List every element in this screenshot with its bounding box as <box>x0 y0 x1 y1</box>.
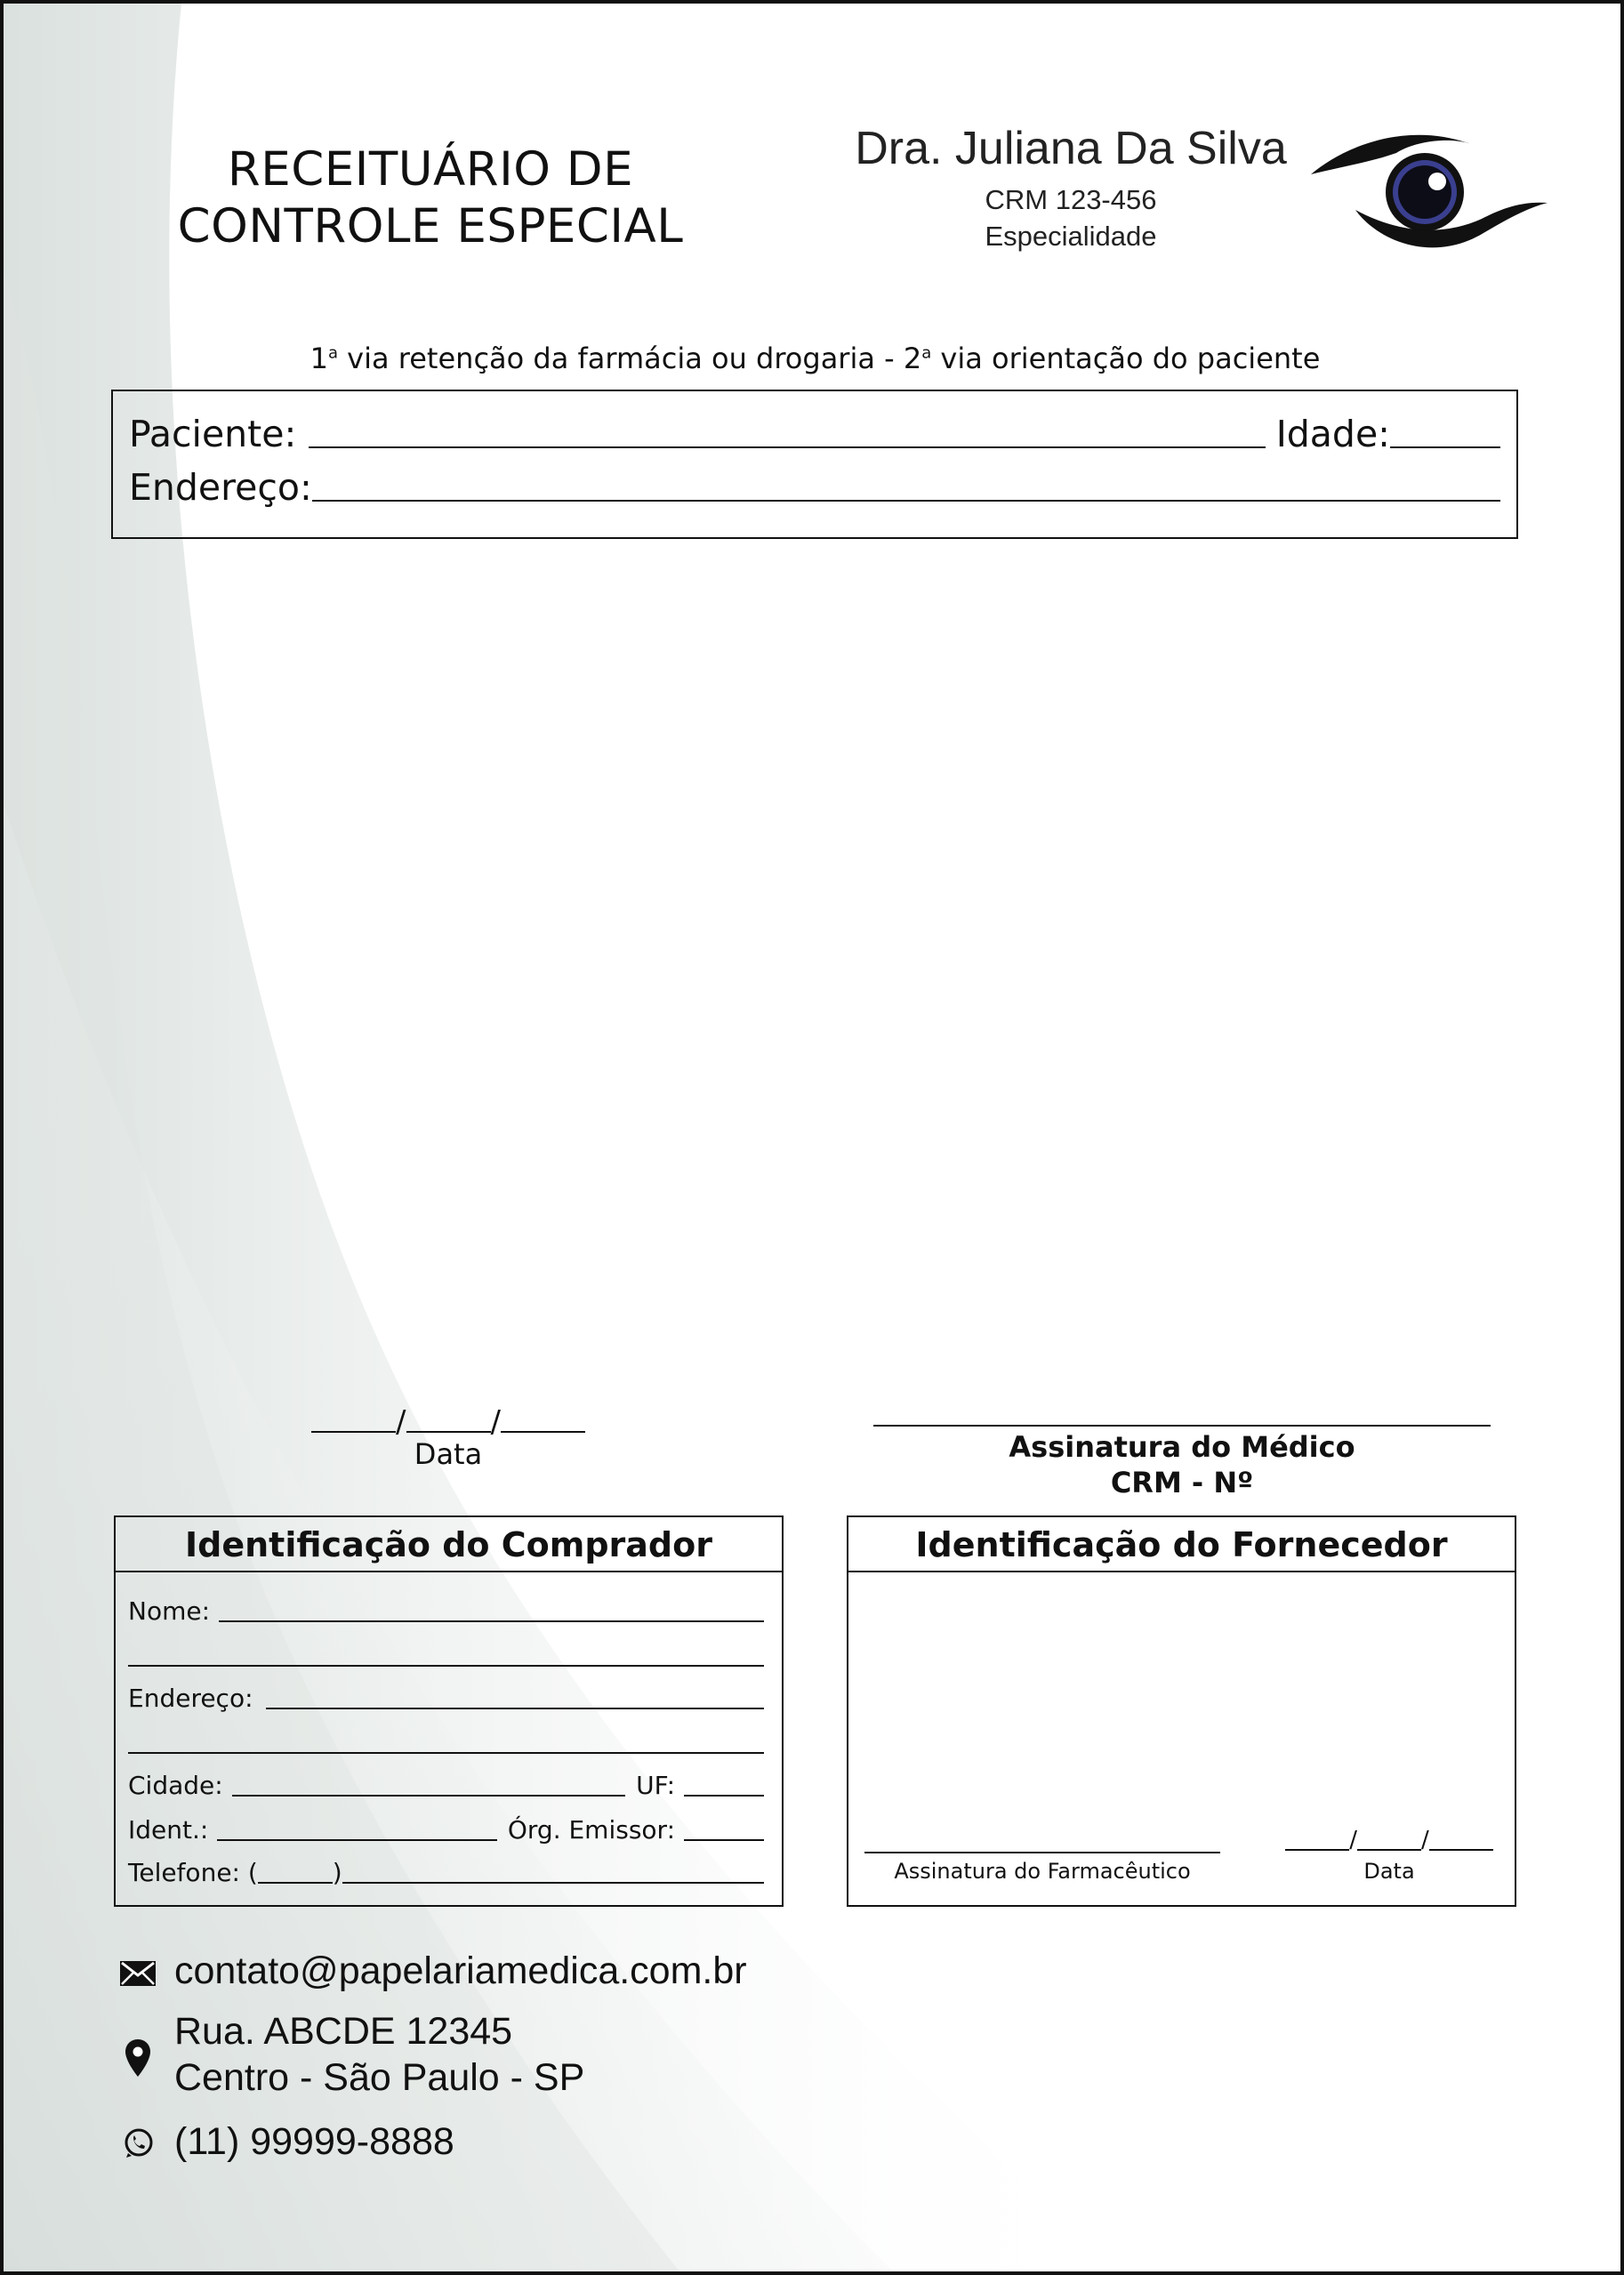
prescription-date-field[interactable] <box>306 1395 591 1440</box>
patient-name-field[interactable] <box>309 446 1265 448</box>
prescription-date-label: Data <box>414 1437 483 1471</box>
age-field[interactable] <box>1390 446 1500 448</box>
date-separator: / <box>1349 1827 1357 1853</box>
doctor-signature-line[interactable] <box>873 1425 1491 1427</box>
date-separator: / <box>490 1404 501 1440</box>
supplier-identification-box <box>847 1515 1516 1907</box>
buyer-name-label: Nome: <box>128 1596 211 1626</box>
buyer-address-row <box>128 1677 764 1713</box>
pharmacist-signature-label: Assinatura do Farmacêutico <box>894 1859 1191 1884</box>
eye-logo-icon <box>1309 128 1549 261</box>
buyer-id-field[interactable] <box>217 1838 497 1841</box>
via-ordinal-2: a <box>921 343 932 363</box>
via-ordinal-1: a <box>327 343 338 363</box>
month-slot[interactable] <box>406 1430 491 1433</box>
address-row <box>129 459 1500 509</box>
via-text-1: via retenção da farmácia ou drogaria - 2 <box>338 342 922 375</box>
form-title <box>128 141 733 255</box>
doctor-crm-label: CRM - Nº <box>1110 1466 1254 1499</box>
buyer-issuer-label: Órg. Emissor: <box>507 1815 675 1845</box>
copy-retention-note <box>110 342 1520 375</box>
address-field[interactable] <box>312 499 1500 502</box>
via-text-2: via orientação do paciente <box>931 342 1321 375</box>
contact-address-line2: Centro - São Paulo - SP <box>174 2056 585 2099</box>
via-number-1: 1 <box>310 342 328 375</box>
envelope-icon <box>119 1960 157 1987</box>
form-title-line1: RECEITUÁRIO DE <box>227 142 634 197</box>
buyer-id-row <box>128 1809 764 1845</box>
doctor-crm: CRM 123-456 <box>985 184 1157 215</box>
year-slot[interactable] <box>1429 1848 1493 1851</box>
location-pin-icon <box>125 2038 151 2078</box>
supplier-date-field[interactable] <box>1284 1825 1494 1853</box>
contact-address-line1: Rua. ABCDE 12345 <box>174 2010 513 2053</box>
doctor-signature-label: Assinatura do Médico <box>1009 1430 1355 1464</box>
form-title-line2: CONTROLE ESPECIAL <box>177 199 684 253</box>
contact-phone[interactable]: (11) 99999-8888 <box>174 2120 454 2163</box>
whatsapp-icon <box>123 2127 155 2159</box>
age-label: Idade: <box>1275 413 1390 455</box>
doctor-signature-block <box>873 1429 1491 1500</box>
buyer-identification-box <box>114 1515 784 1907</box>
buyer-name-field-2[interactable] <box>128 1664 764 1667</box>
doctor-specialty: Especialidade <box>985 221 1157 252</box>
month-slot[interactable] <box>1357 1848 1421 1851</box>
buyer-name-row <box>128 1590 764 1626</box>
patient-row <box>129 406 1500 455</box>
buyer-address-label: Endereço: <box>128 1684 253 1713</box>
buyer-address-field-2[interactable] <box>128 1751 764 1754</box>
contact-email[interactable]: contato@papelariamedica.com.br <box>174 1949 747 1992</box>
pharmacist-signature-line[interactable] <box>864 1852 1220 1853</box>
buyer-heading: Identificação do Comprador <box>116 1517 782 1572</box>
buyer-address-row-2 <box>128 1722 764 1757</box>
buyer-phone-label: Telefone: ( <box>128 1858 258 1887</box>
buyer-name-field[interactable] <box>219 1620 764 1622</box>
buyer-name-row-2 <box>128 1635 764 1670</box>
buyer-phone-area-field[interactable] <box>258 1881 333 1884</box>
supplier-date-label: Data <box>1363 1859 1415 1884</box>
date-separator: / <box>396 1404 406 1440</box>
year-slot[interactable] <box>501 1430 585 1433</box>
buyer-address-field[interactable] <box>266 1707 764 1709</box>
date-separator: / <box>1421 1827 1429 1853</box>
doctor-name: Dra. Juliana Da Silva <box>855 123 1287 174</box>
day-slot[interactable] <box>1285 1848 1349 1851</box>
supplier-heading: Identificação do Fornecedor <box>848 1517 1515 1572</box>
buyer-phone-field[interactable] <box>342 1881 764 1884</box>
buyer-city-row <box>128 1765 764 1800</box>
buyer-phone-close: ) <box>332 1858 342 1887</box>
address-label: Endereço: <box>129 466 312 509</box>
patient-box <box>111 390 1518 539</box>
buyer-city-label: Cidade: <box>128 1771 223 1800</box>
buyer-city-field[interactable] <box>232 1794 625 1797</box>
buyer-uf-field[interactable] <box>684 1794 764 1797</box>
day-slot[interactable] <box>311 1430 396 1433</box>
buyer-id-label: Ident.: <box>128 1815 209 1845</box>
buyer-phone-row <box>128 1852 764 1887</box>
patient-label: Paciente: <box>129 413 297 455</box>
buyer-issuer-field[interactable] <box>684 1838 764 1841</box>
buyer-uf-label: UF: <box>636 1771 675 1800</box>
